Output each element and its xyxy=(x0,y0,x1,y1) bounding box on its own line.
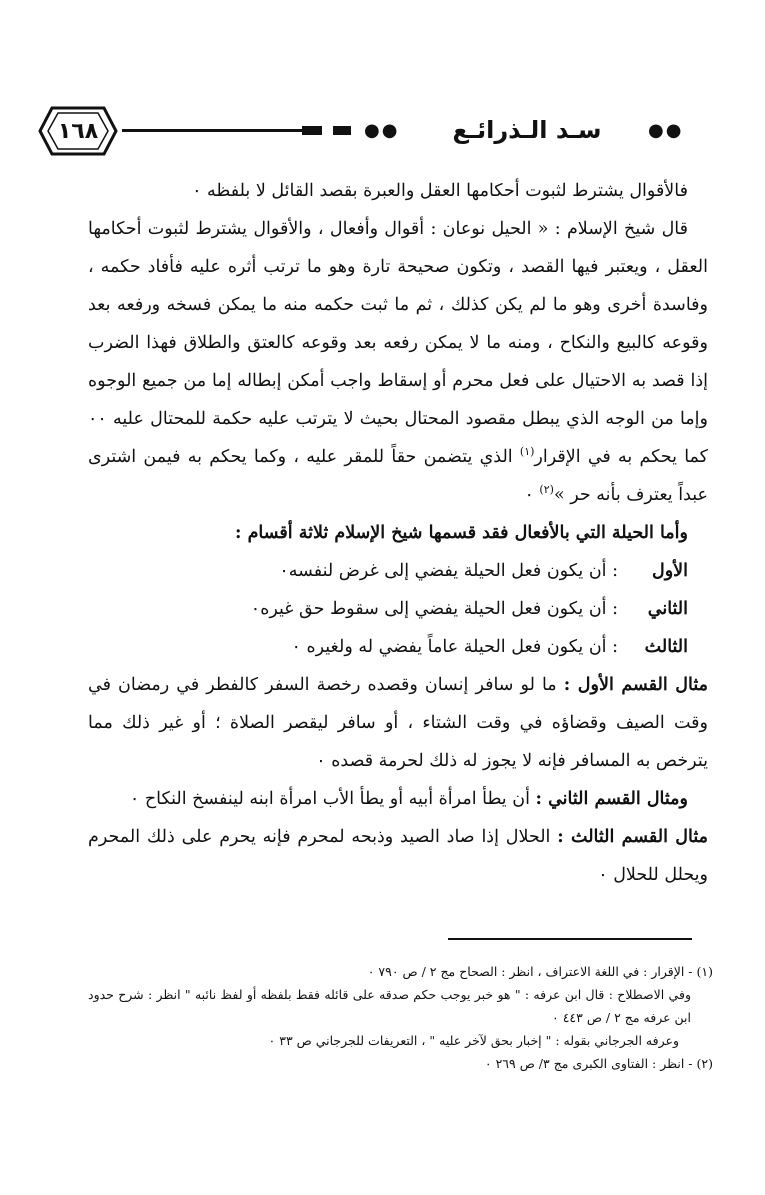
item-text: : أن يكون فعل الحيلة يفضي إلى سقوط حق غيره٠ xyxy=(250,599,618,619)
example-paragraph xyxy=(88,780,708,818)
running-title: سـد الـذرائـع xyxy=(452,116,602,144)
list-item xyxy=(88,628,708,666)
footnote: وعرفه الجرجاني بقوله : " إخبار بحق لآخر عليه " ، التعريفات للجرجاني ص ٣٣ ٠ xyxy=(268,1033,679,1048)
example-paragraph xyxy=(88,666,708,780)
paragraph: فالأقوال يشترط لثبوت أحكامها العقل والعبرة بقصد القائل لا بلفظه ٠ xyxy=(192,181,688,201)
header-rule-block xyxy=(333,126,351,135)
quote-text-cont: الذي يتضمن حقاً للمقر عليه ، وكما يحكم به فيمن اشترى عبداً يعترف بأنه حر » xyxy=(88,447,708,505)
example-label: ومثال القسم الثاني : xyxy=(535,789,688,809)
footnote: (٢) - انظر : الفتاوى الكبرى مج ٣/ ص ٢٦٩ ٠ xyxy=(484,1056,713,1071)
item-label: الثالث xyxy=(644,637,688,657)
ornament-dots: ●● xyxy=(648,120,684,141)
footnote: وفي الاصطلاح : قال ابن عرفه : " هو خبر يوجب حكم صدقه على قائله فقط بلفظه أو لفظ نائبه " انظر : شرح حدود ابن عرفه مج ٢ / ص ٤٤٣ ٠ xyxy=(88,987,691,1025)
example-label: مثال القسم الأول : xyxy=(563,675,708,695)
example-paragraph xyxy=(88,818,708,894)
quote-text: قال شيخ الإسلام : « الحيل نوعان : أقوال وأفعال ، والأقوال يشترط لثبوت أحكامها العقل ، ويعتبر فيها القصد ، وتكون صحيحة تارة وهو ما ترتب أثره عليه فأفاد حكمه ، وفاسدة أخرى وهو ما لم يكن كذلك ، ثم ما ثبت حكمه منه ما يمكن فسخه ورفعه بعد وقوعه كالبيع والنكاح ، ومنه ما لا يمكن رفعه بعد وقوعه كالعتق والطلاق فهذا الضرب إذا قصد به الاحتيال على فعل محرم أو إسقاط واجب أمكن إبطاله إما من جميع الوجوه وإما من الوجه الذي يبطل مقصود المحتال بحيث لا يترتب عليه حكمة للمحتال عليه ٠٠ كما يحكم به في الإقرار xyxy=(88,219,708,467)
item-label: الأول xyxy=(651,561,688,581)
paragraph-quote xyxy=(88,210,708,514)
header-rule-block xyxy=(302,126,322,135)
item-label: الثاني xyxy=(647,599,688,619)
quote-text-end: ٠ xyxy=(524,485,540,505)
example-text: الحلال إذا صاد الصيد وذبحه لمحرم فإنه يحرم على ذلك المحرم ويحلل للحلال ٠ xyxy=(88,827,708,885)
example-text: أن يطأ امرأة أبيه أو يطأ الأب امرأة ابنه لينفسخ النكاح ٠ xyxy=(129,789,536,809)
page-header xyxy=(38,104,728,158)
page-number: ١٦٨ xyxy=(57,118,99,144)
list-item xyxy=(88,552,708,590)
footnote-ref: (١) xyxy=(519,445,535,459)
example-text: ما لو سافر إنسان وقصده رخصة السفر كالفطر في رمضان في وقت الصيف وقضاؤه في وقت الشتاء ، أو سافر ليقصر الصلاة ؛ أو غير ذلك مما يترخص به المسافر فإنه لا يجوز له ذلك لحرمة قصده ٠ xyxy=(88,675,708,771)
main-text xyxy=(88,172,708,894)
item-text: : أن يكون فعل الحيلة عاماً يفضي له ولغيره ٠ xyxy=(291,637,618,657)
footnotes xyxy=(88,960,713,1075)
item-text: : أن يكون فعل الحيلة يفضي إلى غرض لنفسه٠ xyxy=(279,561,618,581)
footnote: (١) - الإقرار : في اللغة الاعتراف ، انظر : الصحاح مج ٢ / ص ٧٩٠ ٠ xyxy=(367,964,713,979)
list-item xyxy=(88,590,708,628)
ornament-dots: ●● xyxy=(364,120,400,141)
section-heading: وأما الحيلة التي بالأفعال فقد قسمها شيخ الإسلام ثلاثة أقسام : xyxy=(235,523,688,543)
header-rule xyxy=(122,129,302,132)
footnote-ref: (٢) xyxy=(539,483,554,497)
footnote-separator xyxy=(448,938,692,940)
example-label: مثال القسم الثالث : xyxy=(557,827,708,847)
